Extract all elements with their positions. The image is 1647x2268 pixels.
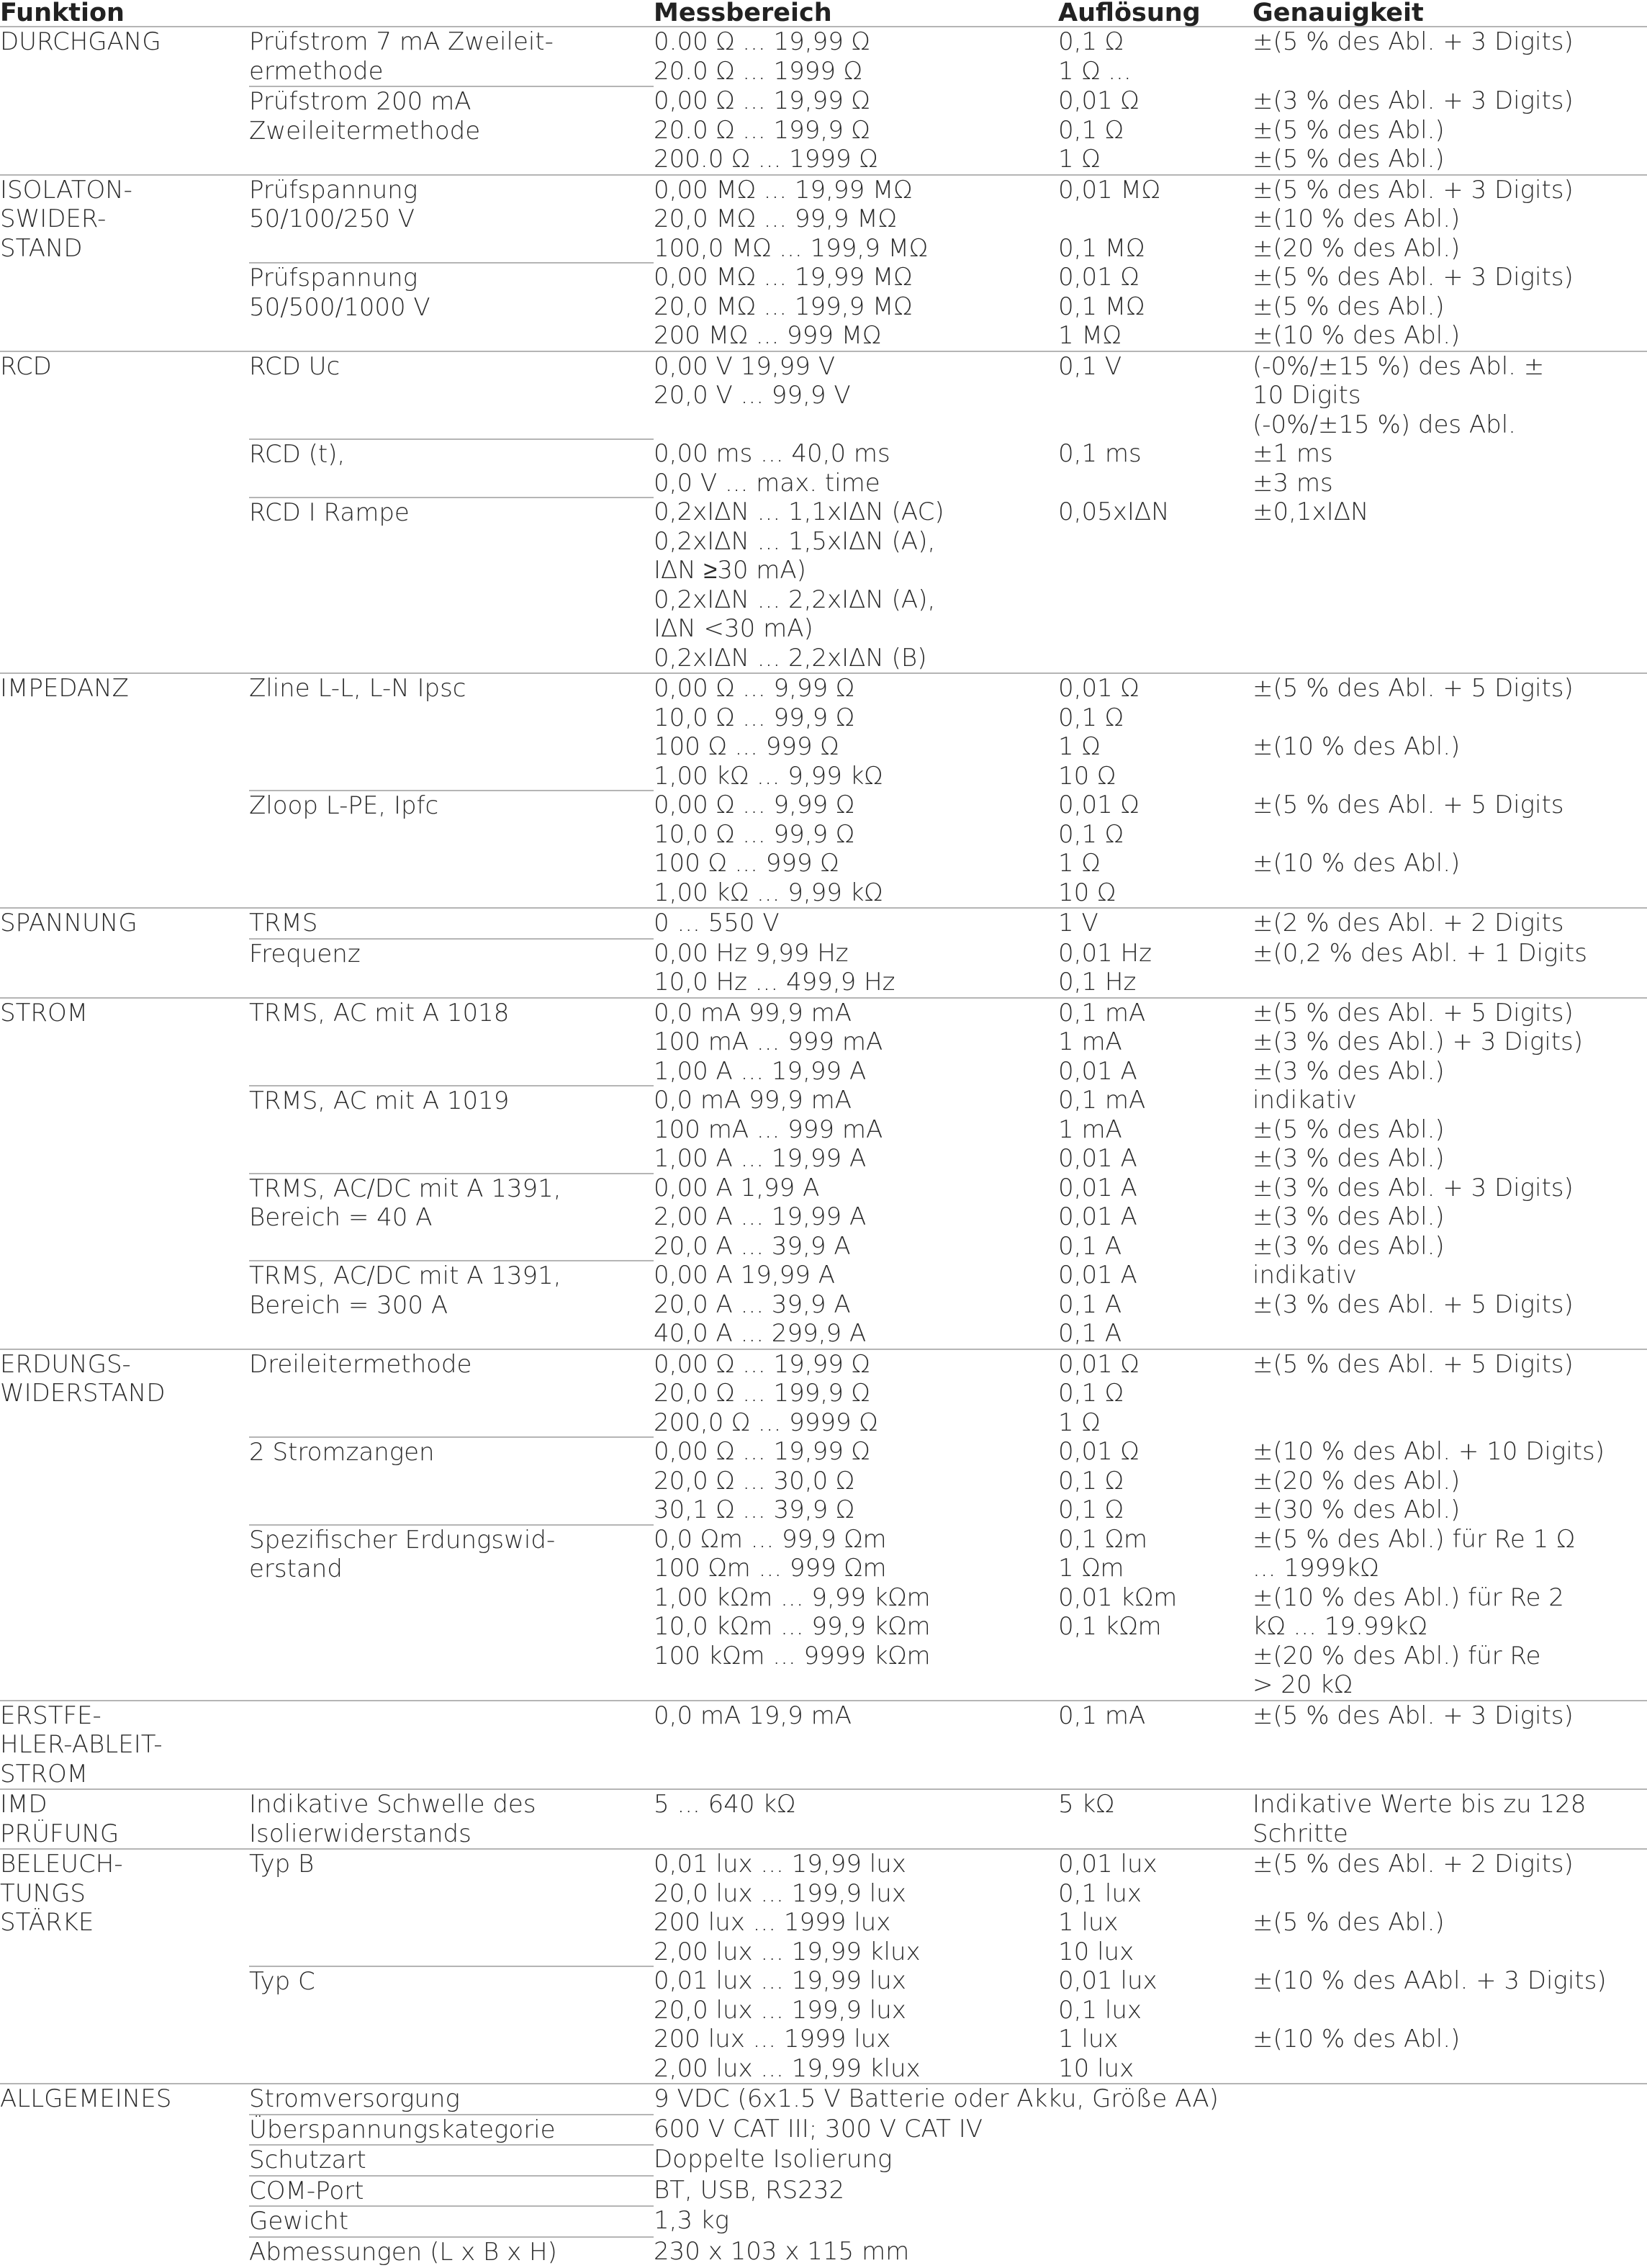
subfunction-cell	[249, 1701, 654, 1790]
measuring-range-cell: 5 ... 640 kΩ	[654, 1789, 1058, 1849]
resolution-cell: 0,01 Ω 0,1 Ω 1 Ω 10 Ω	[1058, 673, 1253, 791]
accuracy-cell: ±(0,2 % des Abl. + 1 Digits	[1253, 938, 1587, 968]
measuring-range-cell: 0,00 A 19,99 A 20,0 A ... 39,9 A 40,0 A ... 299,9 A	[654, 1261, 867, 1348]
header-genauigkeit: Genauigkeit	[1253, 0, 1424, 27]
accuracy-cell: ±(5 % des Abl. + 3 Digits) ±(5 % des Abl.) ±(10 % des Abl.)	[1253, 263, 1574, 350]
spec-table-body	[0, 27, 1647, 2267]
accuracy-cell: ±(5 % des Abl. + 5 Digits)	[1253, 1349, 1647, 1438]
subfunction-cell: RCD (t),	[249, 439, 654, 498]
subfunction-cell: TRMS	[249, 908, 654, 939]
accuracy-cell: ±(5 % des Abl. + 3 Digits) ±(10 % des Abl.) ±(20 % des Abl.)	[1253, 175, 1647, 264]
measuring-range-cell: 0,0 mA 19,9 mA	[654, 1701, 1058, 1790]
resolution-cell: 0,01 Ω 0,1 Ω 0,1 Ω	[1058, 1437, 1140, 1524]
resolution-cell: 0,01 A 0,01 A 0,1 A	[1058, 1173, 1137, 1261]
header-aufloesung: Auflösung	[1058, 0, 1201, 27]
measuring-range-cell: 0,00 Hz 9,99 Hz 10,0 Hz ... 499,9 Hz	[654, 938, 895, 996]
accuracy-cell: ±(3 % des Abl. + 3 Digits) ±(3 % des Abl.) ±(3 % des Abl.)	[1253, 1173, 1574, 1261]
subfunction-cell: Dreileitermethode	[249, 1349, 654, 1438]
subfunction-cell: Prüfstrom 200 mA Zweileitermethode	[249, 86, 654, 175]
table-row	[0, 908, 1647, 939]
header-blank	[249, 0, 654, 27]
subfunction-cell: TRMS, AC/DC mit A 1391, Bereich = 40 A	[249, 1174, 654, 1261]
accuracy-cell: ±(3 % des Abl. + 3 Digits) ±(5 % des Abl.) ±(5 % des Abl.)	[1253, 86, 1574, 174]
accuracy-cell: ±(5 % des Abl.) für Re 1 Ω ... 1999kΩ ±(10 % des Abl.) für Re 2 kΩ ... 19.99kΩ ±(20 % des Abl.) für Re > 20 kΩ	[1253, 1524, 1576, 1699]
function-name: SPANNUNG	[0, 908, 249, 998]
resolution-cell: 0,1 mA 1 mA 0,01 A	[1058, 1086, 1146, 1173]
table-row	[0, 998, 1647, 1086]
general-label: Überspannungskategorie	[249, 2115, 654, 2146]
measuring-range-cell: 0,01 lux ... 19,99 lux 20,0 lux ... 199,9 lux 200 lux ... 1999 lux 2,00 lux ... 19,99 klux	[654, 1966, 921, 2083]
subfunction-cell: 2 Stromzangen	[249, 1437, 654, 1525]
general-label: Schutzart	[249, 2145, 654, 2176]
function-name: STROM	[0, 998, 249, 1349]
measuring-range-cell: 0,00 Ω ... 19,99 Ω 20,0 Ω ... 30,0 Ω 30,1 Ω ... 39,9 Ω	[654, 1437, 870, 1524]
resolution-cell: 1 V	[1058, 908, 1253, 939]
subfunction-cell: Typ B	[249, 1849, 654, 1966]
function-name: IMPEDANZ	[0, 673, 249, 908]
subfunction-cell: Prüfstrom 7 mA Zweileit- ermethode	[249, 27, 654, 86]
measuring-range-cell: 0,0 mA 99,9 mA 100 mA ... 999 mA 1,00 A ... 19,99 A	[654, 1086, 883, 1173]
measuring-range-cell: 0,00 A 1,99 A 2,00 A ... 19,99 A 20,0 A ... 39,9 A	[654, 1173, 867, 1261]
subfunction-cell: Indikative Schwelle des Isolierwiderstands	[249, 1789, 654, 1849]
measuring-range-cell: 0,00 Ω ... 19,99 Ω 20.0 Ω ... 199,9 Ω 200.0 Ω ... 1999 Ω	[654, 86, 878, 174]
measuring-range-cell: 0,01 lux ... 19,99 lux 20,0 lux ... 199,9 lux 200 lux ... 1999 lux 2,00 lux ... 19,99 klux	[654, 1849, 1058, 1966]
accuracy-cell: ±(5 % des Abl. + 2 Digits) ±(5 % des Abl.)	[1253, 1849, 1647, 1966]
subfunction-cell: RCD I Rampe	[249, 498, 654, 673]
function-name: DURCHGANG	[0, 27, 249, 175]
resolution-cell: 0,01 Ω 0,1 Ω 1 Ω	[1058, 86, 1140, 174]
resolution-cell: 5 kΩ	[1058, 1789, 1253, 1849]
measuring-range-cell: 0.00 Ω ... 19,99 Ω 20.0 Ω ... 1999 Ω	[654, 27, 1058, 86]
accuracy-cell: (-0%/±15 %) des Abl. ± 10 Digits (-0%/±15 %) des Abl.	[1253, 351, 1647, 440]
resolution-cell: 0,1 V	[1058, 351, 1253, 440]
general-value: 230 x 103 x 115 mm	[654, 2236, 910, 2266]
table-header-row	[0, 0, 1647, 27]
table-row	[0, 1789, 1647, 1849]
accuracy-cell: Indikative Werte bis zu 128 Schritte	[1253, 1789, 1647, 1849]
accuracy-cell: ±0,1xI∆N	[1253, 498, 1369, 526]
measuring-range-cell: 0,0 Ωm ... 99,9 Ωm 100 Ωm ... 999 Ωm 1,00 kΩm ... 9,99 kΩm 10,0 kΩm ... 99,9 kΩm 100 kΩm ... 9999 kΩm	[654, 1524, 931, 1670]
resolution-cell: 0,01 Ω 0,1 MΩ 1 MΩ	[1058, 263, 1145, 350]
resolution-cell: 0,01 Hz 0,1 Hz	[1058, 938, 1152, 996]
accuracy-cell: ±(5 % des Abl. + 5 Digits) ±(10 % des Abl.)	[1253, 673, 1647, 791]
function-name: ERSTFE- HLER-ABLEIT- STROM	[0, 1701, 249, 1790]
general-label: Stromversorgung	[249, 2084, 654, 2115]
general-value: 9 VDC (6x1.5 V Batterie oder Akku, Größe AA)	[654, 2084, 1647, 2115]
accuracy-cell: indikativ ±(3 % des Abl. + 5 Digits)	[1253, 1261, 1574, 1319]
general-label: COM-Port	[249, 2176, 654, 2207]
resolution-cell: 0,1 mA 1 mA 0,01 A	[1058, 998, 1253, 1086]
accuracy-cell: ±1 ms ±3 ms	[1253, 439, 1333, 498]
general-label: Abmessungen (L x B x H)	[249, 2237, 654, 2267]
accuracy-cell: ±(10 % des AAbl. + 3 Digits) ±(10 % des Abl.)	[1253, 1966, 1607, 2053]
resolution-cell: 0,1 mA	[1058, 1701, 1253, 1790]
function-name: ISOLATON- SWIDER- STAND	[0, 175, 249, 351]
table-row	[0, 1349, 1647, 1438]
table-row	[0, 1701, 1647, 1790]
subfunction-cell: Frequenz	[249, 939, 654, 998]
table-row	[0, 175, 1647, 264]
accuracy-cell: ±(5 % des Abl. + 3 Digits)	[1253, 27, 1647, 86]
general-value: 600 V CAT III; 300 V CAT IV	[654, 2114, 983, 2143]
subfunction-cell: TRMS, AC/DC mit A 1391, Bereich = 300 A	[249, 1261, 654, 1349]
subfunction-cell: Zloop L-PE, Ipfc	[249, 791, 654, 908]
accuracy-cell: ±(5 % des Abl. + 5 Digits ±(10 % des Abl.)	[1253, 791, 1564, 878]
resolution-cell: 0,01 A 0,1 A 0,1 A	[1058, 1261, 1137, 1348]
function-name: IMD PRÜFUNG	[0, 1789, 249, 1849]
subfunction-cell: Prüfspannung 50/500/1000 V	[249, 263, 654, 351]
header-funktion: Funktion	[0, 0, 125, 27]
accuracy-cell: ±(5 % des Abl. + 5 Digits) ±(3 % des Abl.) + 3 Digits) ±(3 % des Abl.)	[1253, 998, 1647, 1086]
measuring-range-cell: 0,00 ms ... 40,0 ms 0,0 V ... max. time	[654, 439, 890, 498]
subfunction-cell: Spezifischer Erdungswid- erstand	[249, 1525, 654, 1701]
resolution-cell: 0,01 Ω 0,1 Ω 1 Ω	[1058, 1349, 1253, 1438]
general-value: 1,3 kg	[654, 2206, 729, 2235]
subfunction-cell: RCD Uc	[249, 351, 654, 440]
general-row	[0, 2084, 1647, 2115]
resolution-cell: 0,05xI∆N	[1058, 498, 1170, 526]
measuring-range-cell: 0,00 Ω ... 19,99 Ω 20,0 Ω ... 199,9 Ω 200,0 Ω ... 9999 Ω	[654, 1349, 1058, 1438]
table-row	[0, 27, 1647, 86]
subfunction-cell: Zline L-L, L-N Ipsc	[249, 673, 654, 791]
general-label: Gewicht	[249, 2206, 654, 2237]
function-name: BELEUCH- TUNGS STÄRKE	[0, 1849, 249, 2084]
table-row	[0, 1849, 1647, 1966]
resolution-cell: 0,1 ms	[1058, 439, 1142, 468]
accuracy-cell: ±(5 % des Abl. + 3 Digits)	[1253, 1701, 1647, 1790]
resolution-cell: 0,01 lux 0,1 lux 1 lux 10 lux	[1058, 1966, 1158, 2083]
accuracy-cell: ±(2 % des Abl. + 2 Digits	[1253, 908, 1647, 939]
subfunction-cell: Typ C	[249, 1966, 654, 2084]
accuracy-cell: indikativ ±(5 % des Abl.) ±(3 % des Abl.)	[1253, 1086, 1445, 1173]
measuring-range-cell: 0,00 MΩ ... 19,99 MΩ 20,0 MΩ ... 99,9 MΩ 100,0 MΩ ... 199,9 MΩ	[654, 175, 1058, 264]
function-name: ALLGEMEINES	[0, 2084, 249, 2267]
accuracy-cell: ±(10 % des Abl. + 10 Digits) ±(20 % des Abl.) ±(30 % des Abl.)	[1253, 1437, 1605, 1524]
resolution-cell: 0,01 MΩ 0,1 MΩ	[1058, 175, 1253, 264]
resolution-cell: 0,1 Ω 1 Ω ...	[1058, 27, 1253, 86]
measuring-range-cell: 0,00 Ω ... 9,99 Ω 10,0 Ω ... 99,9 Ω 100 Ω ... 999 Ω 1,00 kΩ ... 9,99 kΩ	[654, 791, 883, 907]
resolution-cell: 0,01 lux 0,1 lux 1 lux 10 lux	[1058, 1849, 1253, 1966]
subfunction-cell: TRMS, AC mit A 1019	[249, 1086, 654, 1174]
measuring-range-cell: 0,00 V 19,99 V 20,0 V ... 99,9 V	[654, 351, 1058, 440]
subfunction-cell: TRMS, AC mit A 1018	[249, 998, 654, 1086]
general-value: Doppelte Isolierung	[654, 2145, 893, 2174]
header-messbereich: Messbereich	[654, 0, 832, 27]
table-row	[0, 673, 1647, 791]
resolution-cell: 0,1 Ωm 1 Ωm 0,01 kΩm 0,1 kΩm	[1058, 1524, 1178, 1641]
general-value: BT, USB, RS232	[654, 2175, 845, 2205]
measuring-range-cell: 0,00 MΩ ... 19,99 MΩ 20,0 MΩ ... 199,9 MΩ 200 MΩ ... 999 MΩ	[654, 263, 913, 350]
resolution-cell: 0,01 Ω 0,1 Ω 1 Ω 10 Ω	[1058, 791, 1140, 907]
function-name: ERDUNGS- WIDERSTAND	[0, 1349, 249, 1701]
measuring-range-cell: 0 ... 550 V	[654, 908, 1058, 939]
measuring-range-cell: 0,0 mA 99,9 mA 100 mA ... 999 mA 1,00 A ... 19,99 A	[654, 998, 1058, 1086]
subfunction-cell: Prüfspannung 50/100/250 V	[249, 175, 654, 264]
measuring-range-cell: 0,00 Ω ... 9,99 Ω 10,0 Ω ... 99,9 Ω 100 Ω ... 999 Ω 1,00 kΩ ... 9,99 kΩ	[654, 673, 1058, 791]
function-name: RCD	[0, 351, 249, 674]
measuring-range-cell: 0,2xI∆N ... 1,1xI∆N (AC) 0,2xI∆N ... 1,5xI∆N (A), I∆N ≥30 mA) 0,2xI∆N ... 2,2xI∆N (A), I∆N <30 mA) 0,2xI∆N ... 2,2xI∆N (B)	[654, 498, 944, 672]
table-row	[0, 351, 1647, 440]
